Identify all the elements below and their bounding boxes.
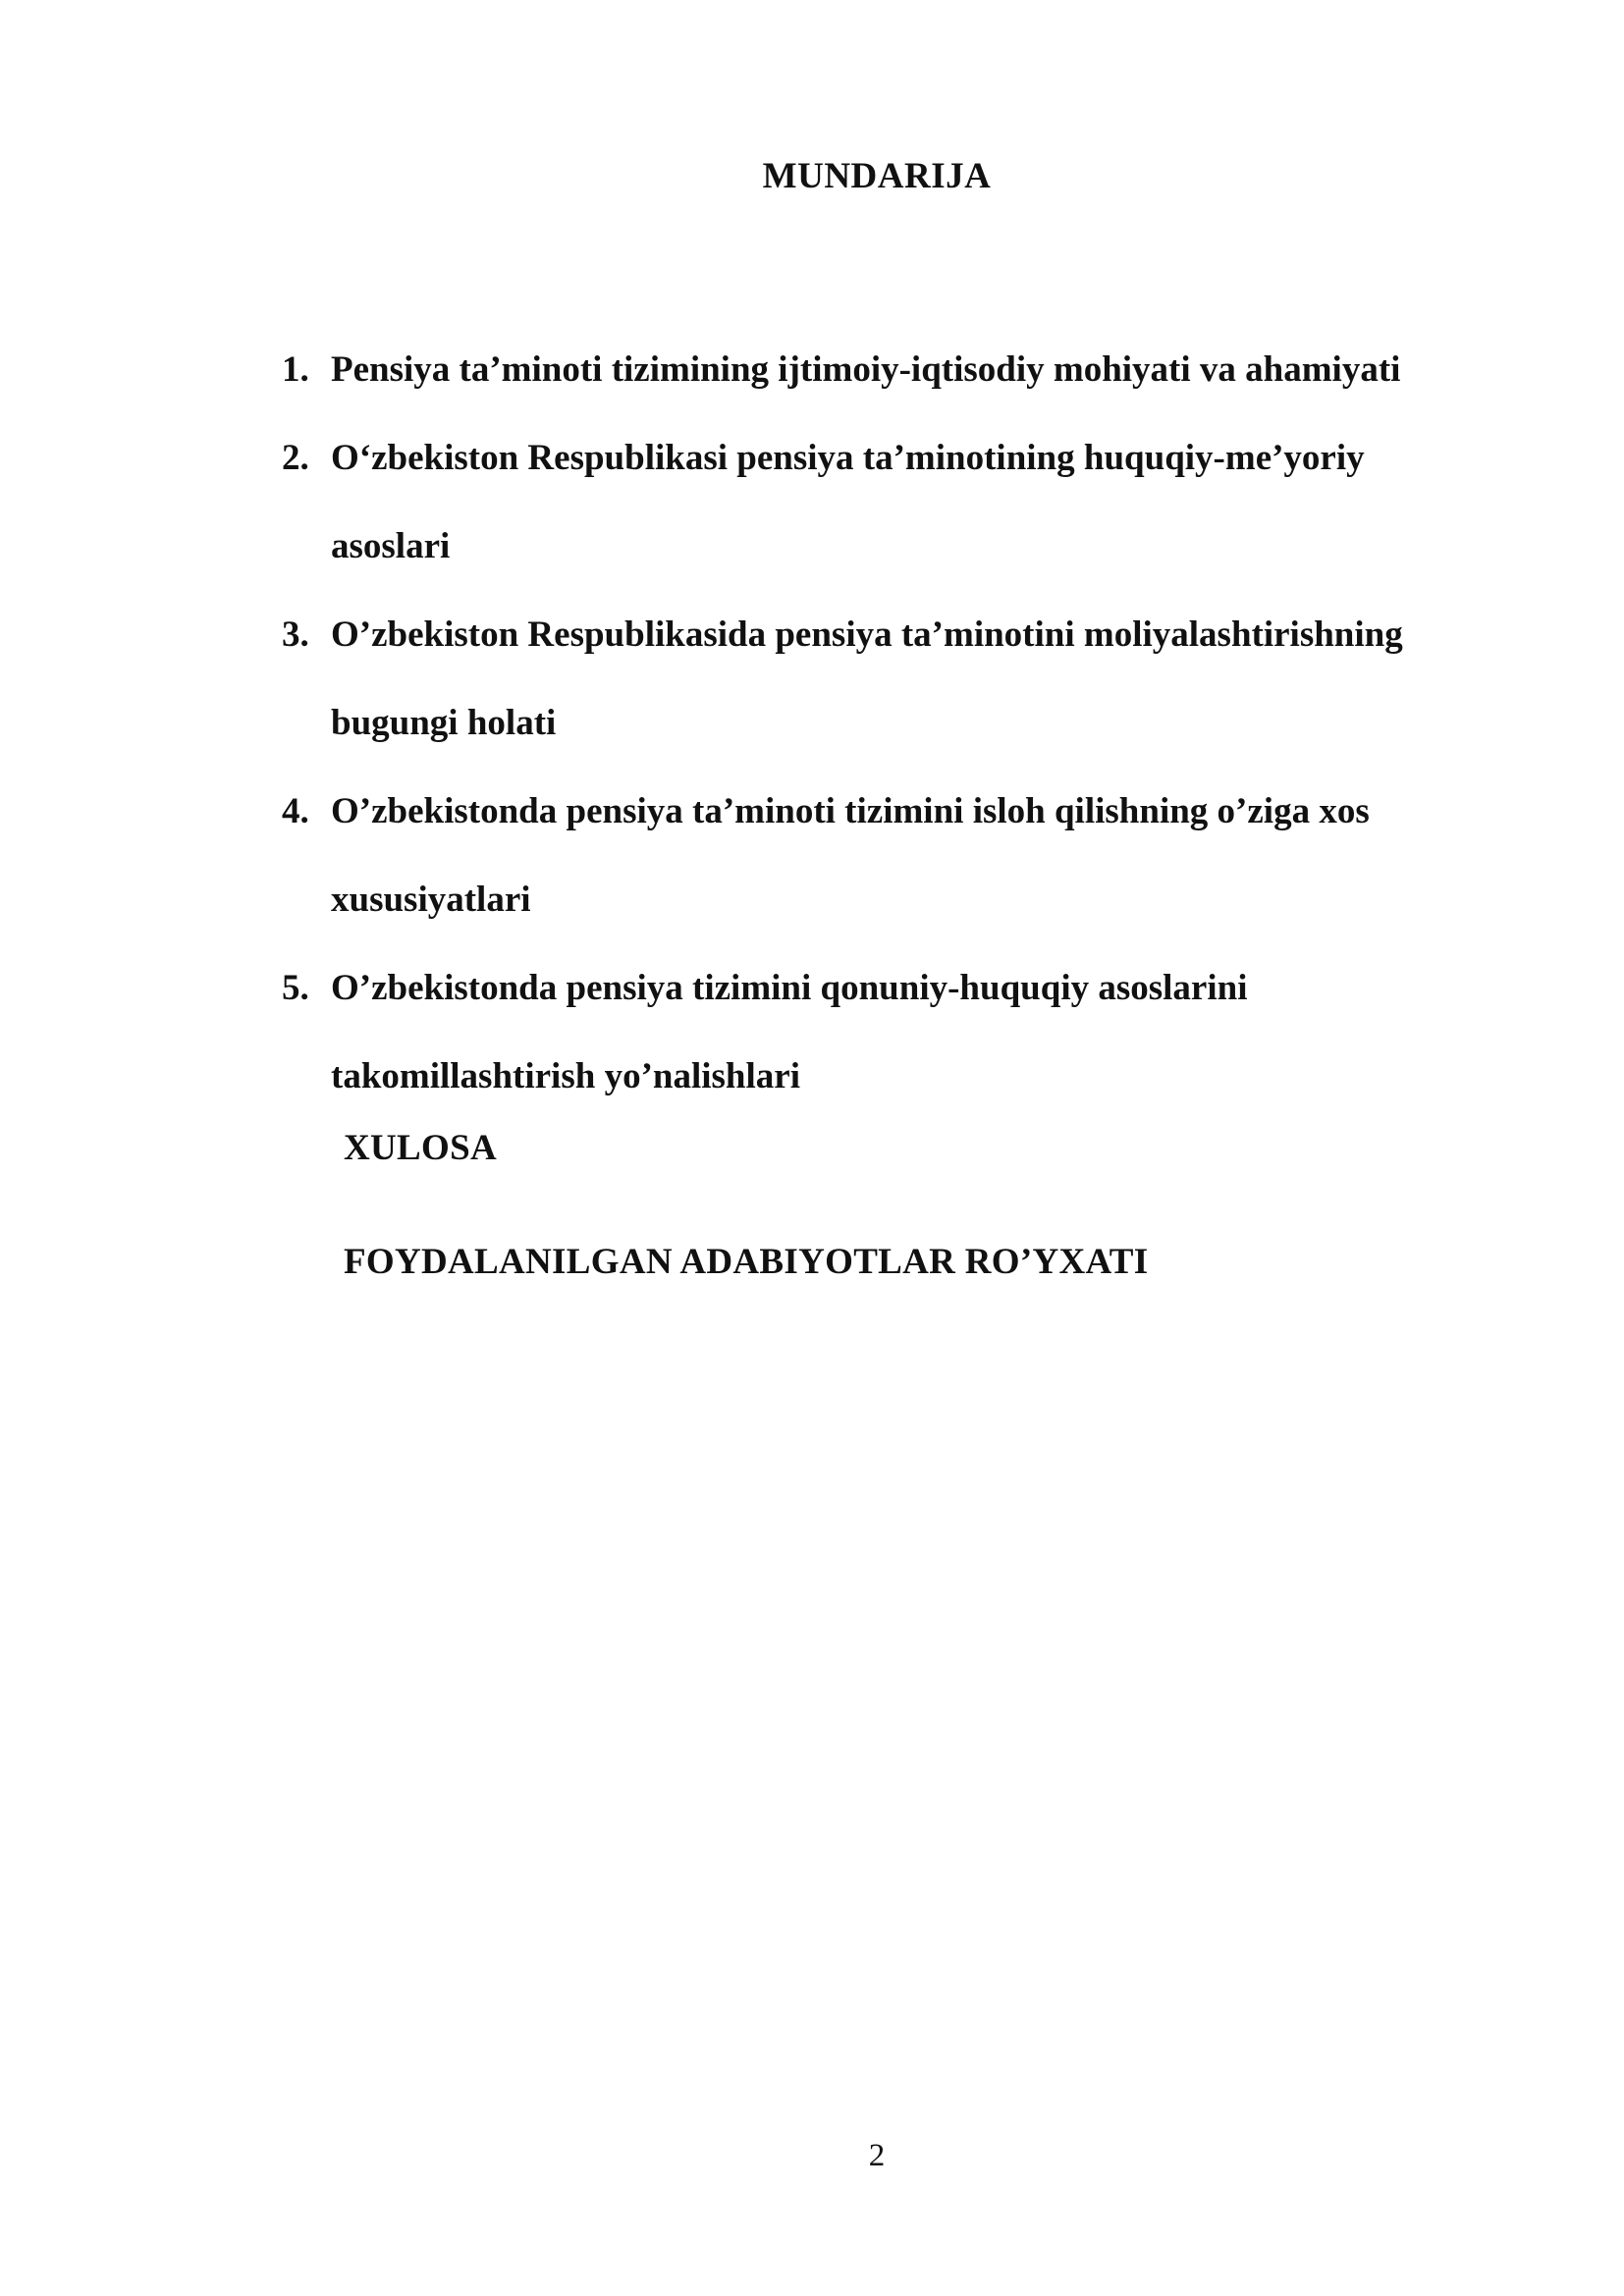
toc-item-5 xyxy=(282,944,1489,1121)
conclusion-heading: XULOSA xyxy=(344,1128,497,1168)
toc-item-text: O’zbekiston Respublikasida pensiya ta’minotini moliyalashtirishning bugungi holati xyxy=(331,614,1403,743)
toc-item-text: O’zbekistonda pensiya tizimini qonuniy-huquqiy asoslarini takomillashtirish yo’nalishlari xyxy=(331,968,1248,1096)
toc-item-number: 2. xyxy=(282,438,309,478)
toc-item-text: Pensiya ta’minoti tizimining ijtimoiy-iqtisodiy mohiyati va ahamiyati xyxy=(331,349,1401,390)
toc-item-3 xyxy=(282,591,1489,768)
references-heading: FOYDALANILGAN ADABIYOTLAR RO’YXATI xyxy=(344,1242,1149,1282)
toc-item-2 xyxy=(282,414,1489,591)
page-number: 2 xyxy=(868,2138,886,2173)
toc-item-number: 3. xyxy=(282,614,309,655)
table-of-contents xyxy=(282,326,1489,1121)
toc-item-number: 5. xyxy=(282,968,309,1008)
toc-item-text: O‘zbekiston Respublikasi pensiya ta’minotining huquqiy-me’yoriy asoslari xyxy=(331,438,1365,566)
toc-item-1 xyxy=(282,326,1489,414)
toc-item-4 xyxy=(282,768,1489,944)
page-title: MUNDARIJA xyxy=(762,156,992,196)
toc-item-number: 1. xyxy=(282,349,309,390)
toc-item-text: O’zbekistonda pensiya ta’minoti tizimini isloh qilishning o’ziga xos xususiyatlari xyxy=(331,791,1370,920)
toc-item-number: 4. xyxy=(282,791,309,831)
